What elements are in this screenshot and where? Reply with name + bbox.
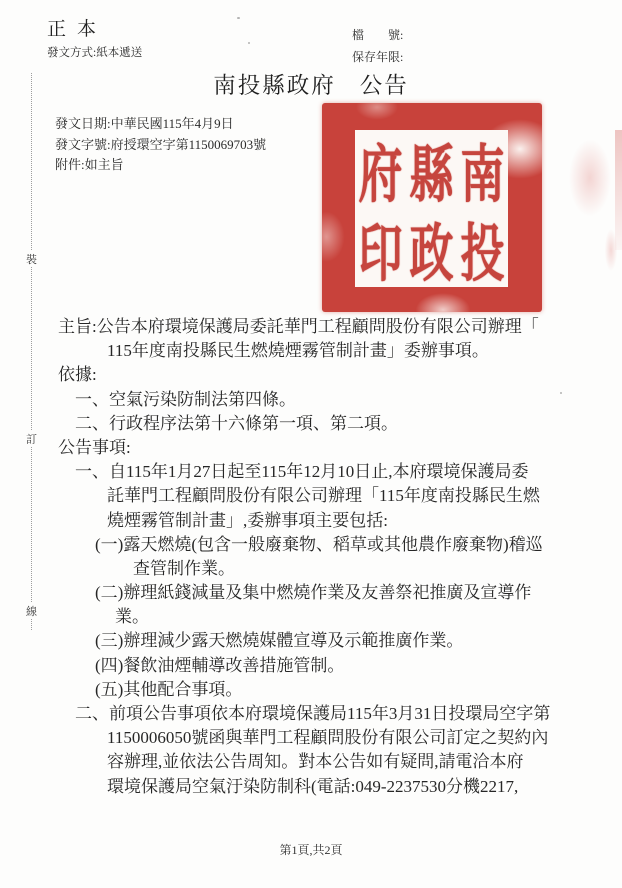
body-text [58,315,603,799]
seal-character: 印 [358,219,403,289]
binding-mark-xian: 線 [24,603,39,619]
seal-ink-bleed [600,215,622,285]
body-line: 容辦理,並依法公告周知。對本公告如有疑問,請電洽本府 [107,752,524,772]
body-line: 業。 [115,607,149,627]
doc-date: 發文日期:中華民國115年4月9日 [55,116,234,131]
body-line: 115年度南投縣民生燃燒煙霧管制計畫」委辦事項。 [107,341,489,361]
official-seal-characters [355,130,508,287]
body-line: 託華門工程顧問股份有限公司辦理「115年度南投縣民生燃 [107,486,540,506]
seal-character: 府 [358,140,403,211]
binding-dotted-line [31,73,32,630]
body-line: 主旨:公告本府環境保護局委託華門工程顧問股份有限公司辦理「 [58,317,539,336]
seal-character: 縣 [409,140,454,211]
seal-character: 政 [409,219,454,289]
body-line: 查管制作業。 [133,558,235,578]
attachment-note: 附件:如主旨 [55,157,124,172]
body-line: 一、空氣污染防制法第四條。 [75,389,296,409]
body-line: (四)餐飲油煙輔導改善措施管制。 [95,655,345,675]
issuing-agency: 南投縣政府 [213,73,336,98]
retention-period-label: 保存年限: [352,50,404,64]
body-line: 一、自115年1月27日起至115年12月10日止,本府環境保護局委 [75,462,529,482]
scan-speck [560,392,562,394]
document-type: 公告 [359,73,409,98]
seal-ink-bleed [615,130,622,250]
file-number-label: 檔 號: [352,28,404,42]
scan-speck [237,17,240,19]
seal-ink-bleed [548,118,618,268]
body-line: 二、行政程序法第十六條第一項、第二項。 [75,413,398,433]
body-line: 燒煙霧管制計畫」,委辦事項主要包括: [107,510,388,530]
body-line: (三)辦理減少露天燃燒媒體宣導及示範推廣作業。 [95,631,464,651]
official-seal [322,103,542,312]
sender-info-block [55,114,266,176]
binding-mark-ding: 訂 [24,431,39,447]
page-number: 第1頁,共2頁 [279,843,343,857]
body-line: (二)辦理紙錢減量及集中燃燒作業及友善祭祀推廣及宣導作 [95,583,532,603]
body-line: 1150006050號函與華門工程顧問股份有限公司訂定之契約內 [107,728,549,748]
copy-type-label: 正本 [47,19,108,40]
binding-mark-zhuang: 裝 [24,251,39,267]
body-line: (一)露天燃燒(包含一般廢棄物、稻草或其他農作廢棄物)稽巡 [95,534,543,554]
document-title [0,68,622,100]
seal-character: 南 [460,140,505,211]
doc-number: 發文字號:府授環空字第1150069703號 [55,136,267,152]
body-line: 公告事項: [58,437,131,457]
seal-character: 投 [460,219,505,289]
scan-speck [248,42,250,44]
body-line: 環境保護局空氣汙染防制科(電話:049-2237530分機2217, [107,776,519,796]
body-line: 依據: [58,365,97,385]
body-line: 二、前項公告事項依本府環境保護局115年3月31日投環局空字第 [75,704,551,723]
body-line: (五)其他配合事項。 [95,679,243,699]
delivery-method-label: 發文方式:紙本遞送 [47,47,143,59]
